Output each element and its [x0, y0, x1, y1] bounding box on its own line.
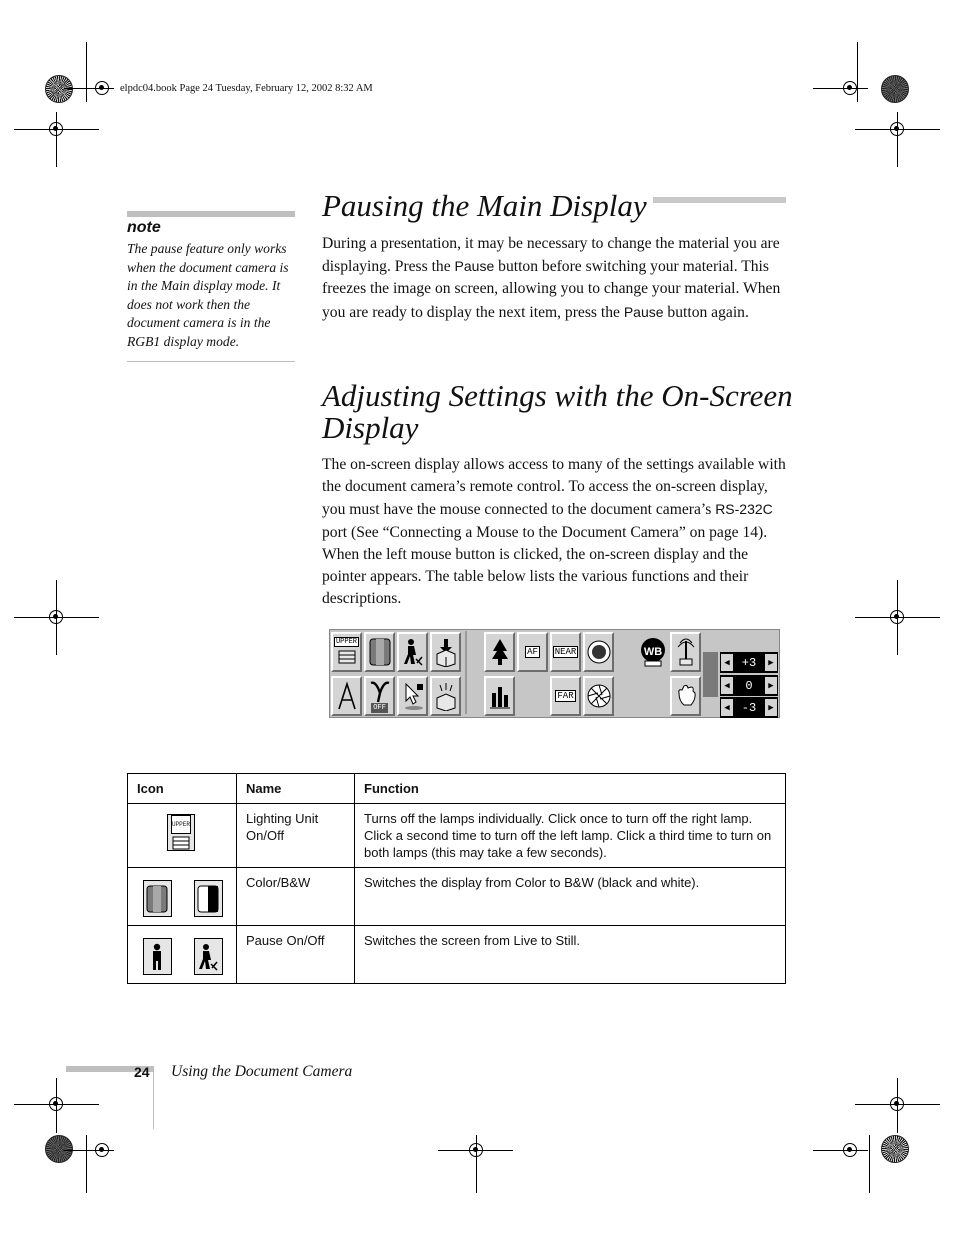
table-name-cell: Color/B&W [237, 868, 355, 926]
table-row [128, 868, 786, 926]
pointer-icon[interactable] [397, 676, 428, 716]
pause-key-label: Pause [623, 303, 664, 320]
table-icon-cell [128, 926, 237, 984]
pause-key-label: Pause [454, 258, 495, 275]
pause-still-icon[interactable] [397, 632, 428, 672]
section1-paragraph: During a presentation, it may be necessary to change the material you are displaying. Press the Pause button before switching your material. This freezes the image on screen, allowing you to change your material. When you are ready to display the next item, press the Pause button again. [322, 235, 781, 321]
rs232c-port-label: RS-232C [715, 501, 773, 518]
note-title: note [127, 219, 161, 236]
spin-control-bottom[interactable]: ◀ -3 ▶ [720, 697, 778, 718]
registration-mark-icon [95, 81, 109, 95]
page-number: 24 [134, 1064, 150, 1080]
text-mode-icon[interactable] [331, 676, 362, 716]
chart-mode-icon[interactable] [484, 676, 515, 716]
freeze-capture-icon[interactable] [430, 632, 461, 672]
registration-mark-icon [49, 122, 63, 136]
auto-focus-button[interactable]: AF [517, 632, 548, 672]
svg-text:WB: WB [643, 646, 662, 658]
footer-divider [153, 1066, 154, 1129]
registration-mark-icon [890, 610, 904, 624]
section-heading-adjusting: Adjusting Settings with the On-Screen Display [322, 380, 799, 444]
live-figure-icon [143, 938, 172, 975]
scene-icon[interactable] [484, 632, 515, 672]
left-arrow-icon[interactable]: ◀ [721, 654, 733, 671]
left-arrow-icon[interactable]: ◀ [721, 699, 733, 716]
section2-paragraph: The on-screen display allows access to many of the settings available with the document camera’s remote control. To access the on-screen display, you must have the mouse connected to the document camera’s RS-232C port (See “Connecting a Mouse to the Document Camera” on page 14). When the left mouse button is clicked, the on-screen display and the pointer appears. The table below lists the various functions and their descriptions. [322, 456, 786, 608]
note-divider [127, 361, 295, 362]
table-row [128, 804, 786, 868]
starburst-mark-icon [881, 1135, 909, 1163]
table-function-cell: Switches the display from Color to B&W (black and white). [355, 868, 786, 926]
focus-near-button[interactable]: NEAR [550, 632, 581, 672]
spin-control-mid[interactable]: ◀ 0 ▶ [720, 675, 778, 696]
color-icon[interactable] [364, 632, 395, 672]
registration-mark-icon [95, 1143, 109, 1157]
left-arrow-icon[interactable]: ◀ [721, 677, 733, 694]
remote-antenna-icon[interactable] [670, 632, 701, 672]
focus-far-button[interactable]: FAR [550, 676, 581, 716]
table-header: Function [355, 774, 786, 804]
lighting-unit-icon[interactable]: UPPER [331, 632, 362, 672]
starburst-mark-icon [881, 75, 909, 103]
table-name-cell: Pause On/Off [237, 926, 355, 984]
starburst-mark-icon [45, 1135, 73, 1163]
table-name-cell: Lighting Unit On/Off [237, 804, 355, 868]
table-function-cell: Turns off the lamps individually. Click once to turn off the right lamp. Click a second time to turn off the left lamp. Click a third time to turn on both lamps (this may take a few seconds). [355, 804, 786, 868]
lighting-unit-icon: UPPER [167, 814, 195, 851]
right-arrow-icon[interactable]: ▶ [765, 677, 777, 694]
section-heading-pausing: Pausing the Main Display [322, 190, 653, 222]
white-balance-icon[interactable] [637, 632, 668, 672]
print-header: elpdc04.book Page 24 Tuesday, February 12, 2002 8:32 AM [120, 83, 373, 94]
table-icon-cell [128, 804, 237, 868]
functions-table [127, 773, 786, 984]
table-row [128, 926, 786, 984]
spin-control-top[interactable]: ◀ +3 ▶ [720, 652, 778, 673]
table-function-cell: Switches the screen from Live to Still. [355, 926, 786, 984]
right-arrow-icon[interactable]: ▶ [765, 699, 777, 716]
table-icon-cell [128, 868, 237, 926]
iris-open-icon[interactable] [583, 632, 614, 672]
hand-icon[interactable] [670, 676, 701, 716]
registration-mark-icon [49, 610, 63, 624]
footer-title: Using the Document Camera [171, 1063, 353, 1080]
black-white-icon [194, 880, 223, 917]
registration-mark-icon [890, 1097, 904, 1111]
table-header: Icon [128, 774, 237, 804]
registration-mark-icon [843, 1143, 857, 1157]
right-arrow-icon[interactable]: ▶ [765, 654, 777, 671]
registration-mark-icon [843, 81, 857, 95]
iris-close-icon[interactable] [583, 676, 614, 716]
lamp-burst-icon[interactable] [430, 676, 461, 716]
note-bar [127, 211, 295, 217]
table-header: Name [237, 774, 355, 804]
color-icon [143, 880, 172, 917]
table-header-row [128, 774, 786, 804]
registration-mark-icon [469, 1143, 483, 1157]
note-text: The pause feature only works when the document camera is in the Main display mode. It does not work then the document camera is in the RGB1 display mode. [127, 241, 289, 349]
starburst-mark-icon [45, 75, 73, 103]
registration-mark-icon [49, 1097, 63, 1111]
gamma-off-icon[interactable]: OFF [364, 676, 395, 716]
pause-still-icon [194, 938, 223, 975]
registration-mark-icon [890, 122, 904, 136]
